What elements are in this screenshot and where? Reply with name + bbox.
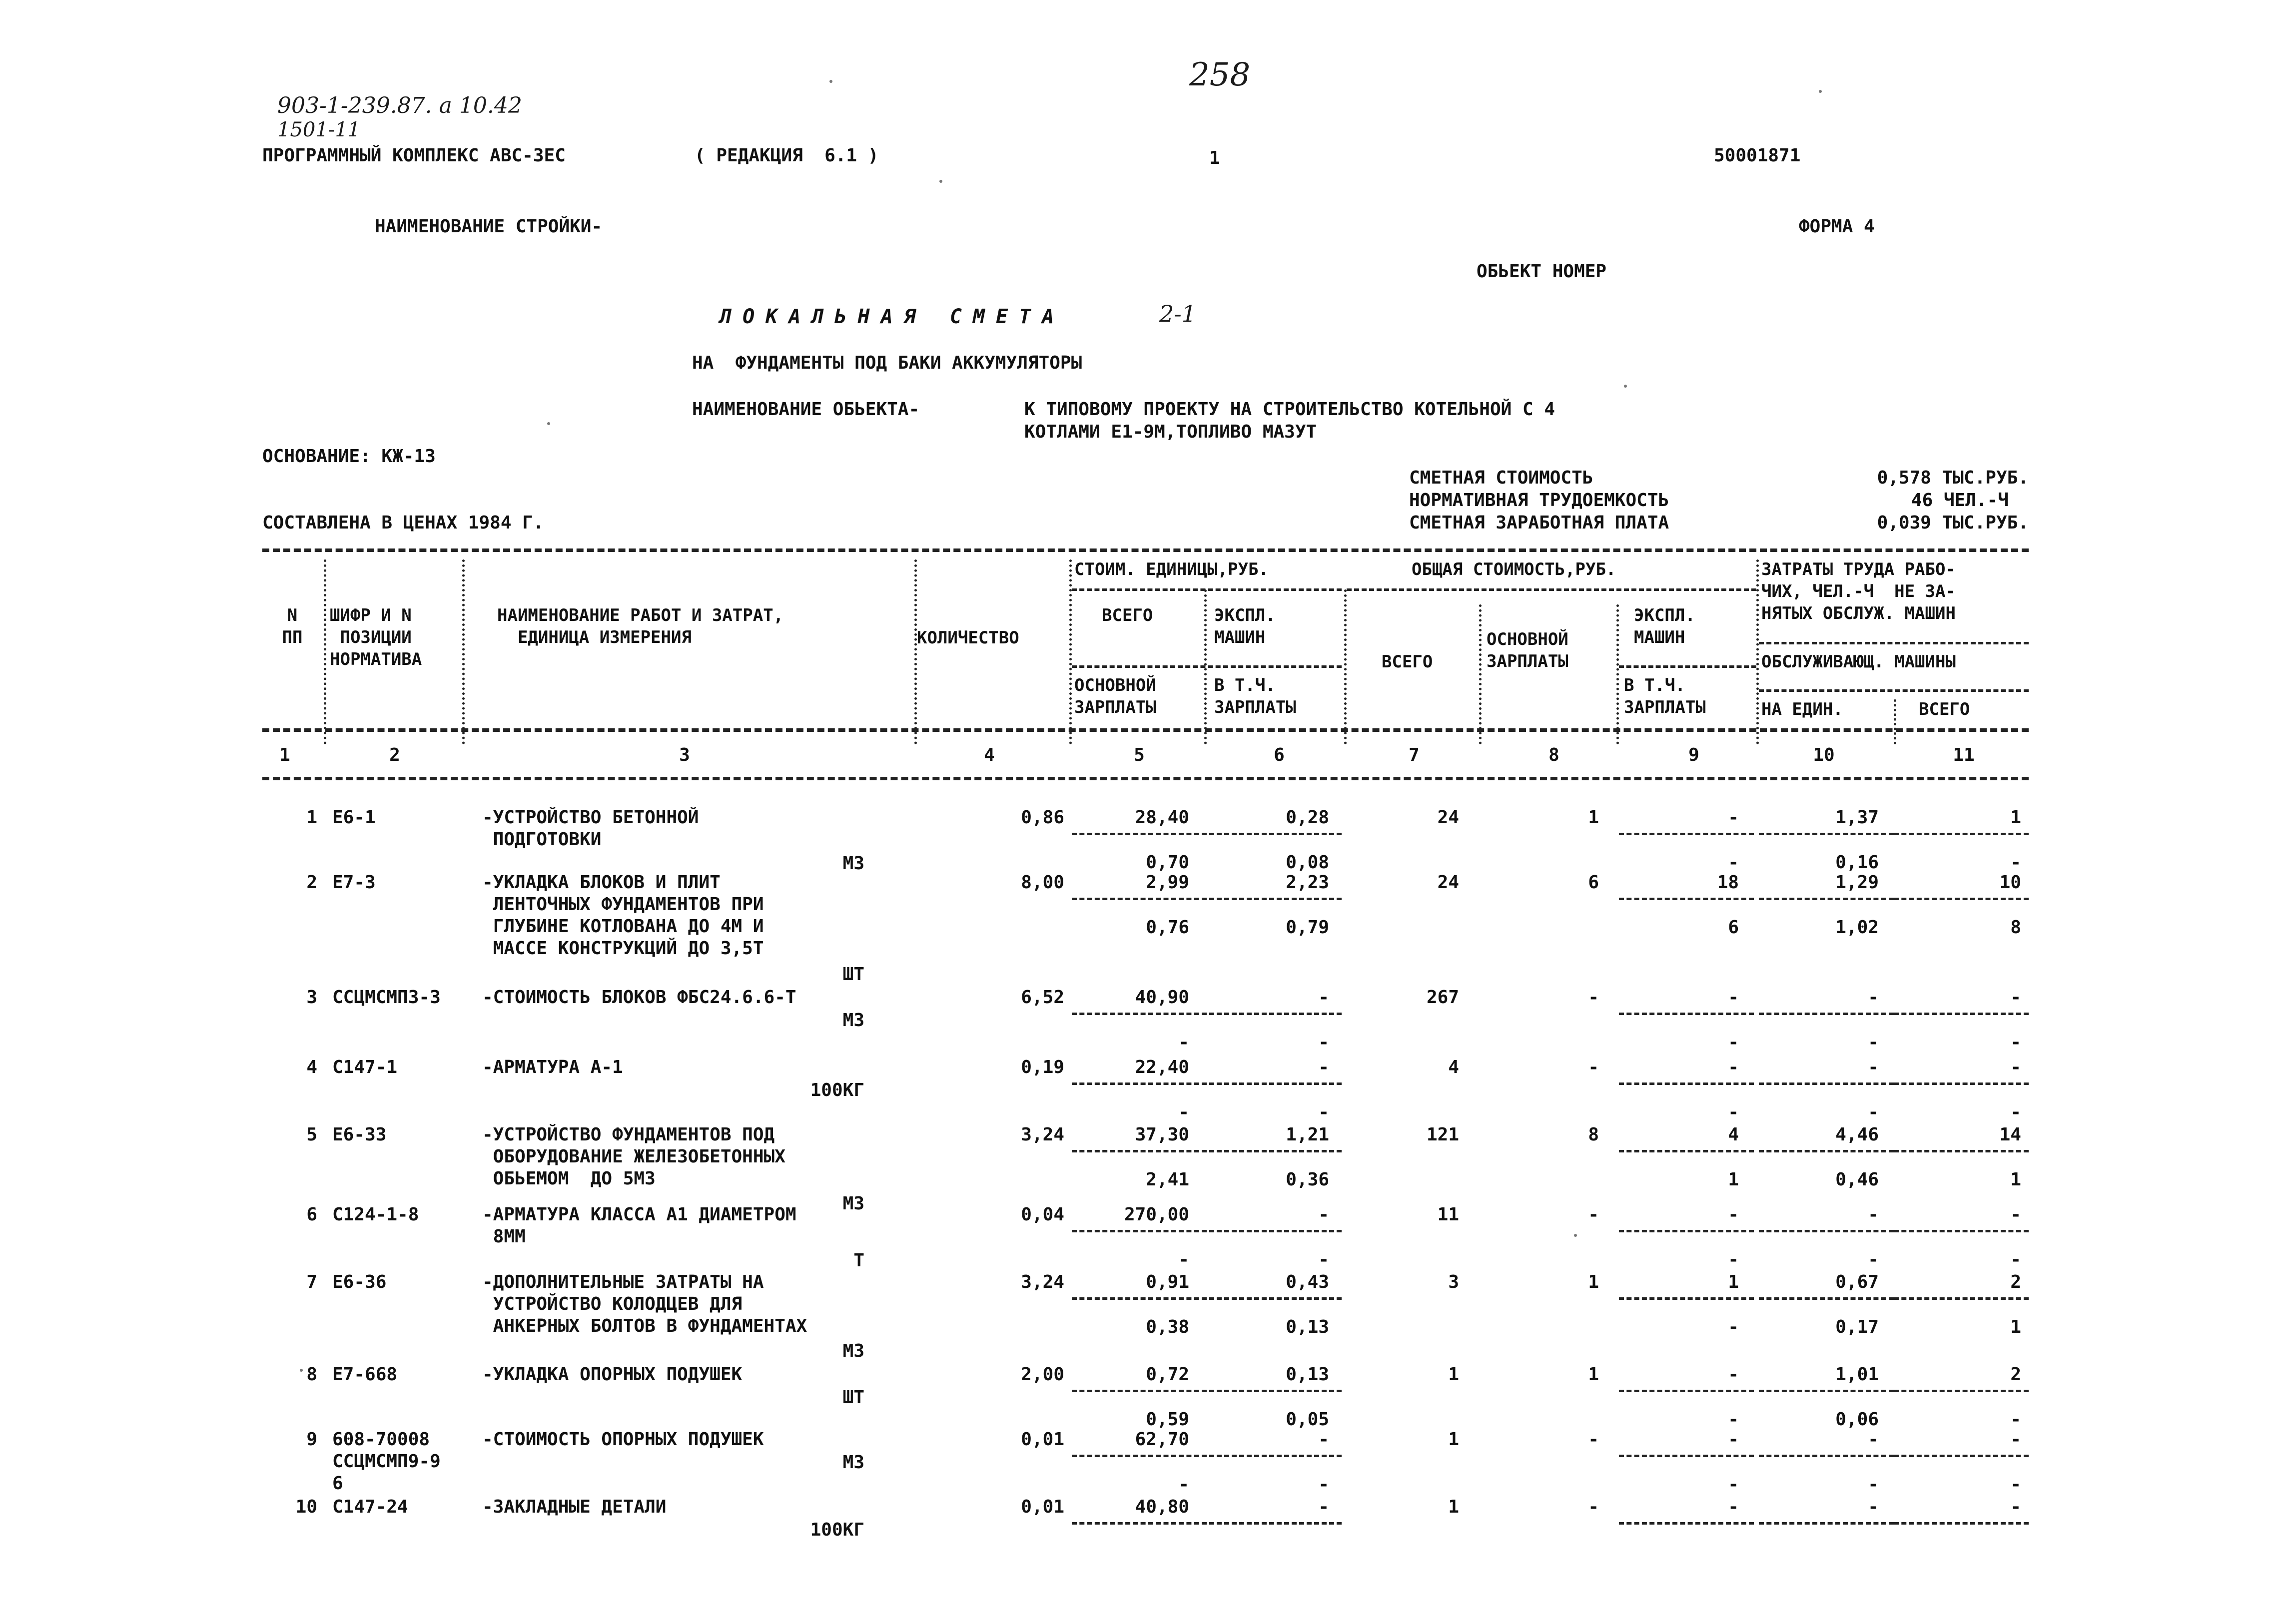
row-c10-top: 0,67 [1835,1272,1879,1292]
cell-divider [1072,1230,1207,1232]
row-c11-top: 2 [2010,1272,2021,1292]
col-header-unit-vtch: В Т.Ч. ЗАРПЛАТЫ [1214,675,1296,717]
scan-speck [1819,90,1822,93]
row-c10-top: - [1868,1057,1879,1078]
cell-divider [1619,1013,1754,1015]
row-c11-top: 10 [1999,872,2021,893]
col-header-unit-osnovnoy: ОСНОВНОЙ ЗАРПЛАТЫ [1074,675,1156,717]
scan-speck [829,80,832,83]
document-number: 50001871 [1714,145,1801,166]
row-c11-top: - [2010,987,2021,1008]
form-label: ФОРМА 4 [1799,216,1875,237]
cell-divider [1894,1230,2029,1232]
cell-divider [1072,1522,1207,1525]
row-c11-top: 2 [2010,1364,2021,1385]
cell-divider [1619,1522,1754,1525]
row-c9-top: 4 [1728,1124,1739,1145]
row-c10-bottom: 0,16 [1835,852,1879,873]
row-c10-bottom: 1,02 [1835,917,1879,938]
row-code: Е6-33 [332,1124,387,1145]
row-c11-bottom: - [2010,1249,2021,1270]
row-c6-top: 0,13 [1286,1364,1329,1385]
row-quantity: 0,01 [1021,1497,1064,1517]
row-c9-top: - [1728,807,1739,828]
cell-divider [1619,1297,1754,1300]
cell-divider [1759,833,1894,835]
row-c11-bottom: - [2010,852,2021,873]
col-header-total-osnovnoy: ОСНОВНОЙ ЗАРПЛАТЫ [1487,629,1568,671]
row-number: 5 [306,1124,317,1145]
scan-speck [939,180,942,183]
row-c5-bottom: 0,76 [1146,917,1189,938]
handwritten-doc-code-2: 1501-11 [277,118,361,141]
row-quantity: 3,24 [1021,1124,1064,1145]
row-number: 3 [306,987,317,1008]
scan-speck [1624,385,1627,388]
row-number: 2 [306,872,317,893]
col-header-name: НАИМЕНОВАНИЕ РАБОТ И ЗАТРАТ, ЕДИНИЦА ИЗМЕРЕНИЯ [497,605,784,647]
row-c9-bottom: - [1728,1409,1739,1430]
row-c8: 6 [1588,872,1599,893]
row-c6-top: 1,21 [1286,1124,1329,1145]
row-c11-bottom: - [2010,1102,2021,1122]
cell-divider [1619,1083,1754,1085]
row-quantity: 0,86 [1021,807,1064,828]
row-c5-top: 0,72 [1146,1364,1189,1385]
labor-mid-rule-2 [1759,689,2029,692]
row-c10-bottom: - [1868,1249,1879,1270]
cell-divider [1619,1150,1754,1152]
cell-divider [1759,898,1894,900]
row-c11-top: - [2010,1497,2021,1517]
col-sep-2 [462,559,465,744]
row-c7: 24 [1437,807,1459,828]
col-header-quantity: КОЛИЧЕСТВО [917,628,1019,648]
col-number: 8 [1548,745,1559,765]
row-c10-bottom: - [1868,1032,1879,1053]
col-header-labor-machines: ОБСЛУЖИВАЮЩ. МАШИНЫ [1761,652,1956,672]
row-c5-top: 22,40 [1135,1057,1189,1078]
cell-divider [1209,1455,1342,1457]
row-c10-bottom: 0,17 [1835,1317,1879,1337]
row-name: -АРМАТУРА А-1 [482,1057,623,1078]
row-name: -УСТРОЙСТВО БЕТОННОЙ ПОДГОТОВКИ [482,807,699,850]
row-c10-bottom: - [1868,1102,1879,1122]
col-header-total-ekspl: ЭКСПЛ. МАШИН [1634,605,1695,647]
row-c5-top: 28,40 [1135,807,1189,828]
row-c9-bottom: - [1728,1249,1739,1270]
col-header-unit-cost: СТОИМ. ЕДИНИЦЫ,РУБ. [1074,559,1269,579]
construction-label: НАИМЕНОВАНИЕ СТРОЙКИ- [375,216,603,237]
cell-divider [1072,898,1207,900]
col-number: 5 [1134,745,1145,765]
table-header-rule [262,728,2029,732]
row-c6-bottom: 0,05 [1286,1409,1329,1430]
row-c8: 1 [1588,1364,1599,1385]
cell-divider [1209,833,1342,835]
program-name: ПРОГРАММНЫЙ КОМПЛЕКС АВС-ЗЕС [262,145,566,166]
cell-divider [1759,1083,1894,1085]
row-c9-bottom: - [1728,1032,1739,1053]
scan-speck [300,1369,303,1372]
scan-speck [547,422,550,425]
row-c9-bottom: - [1728,1317,1739,1337]
row-code: С147-24 [332,1497,408,1517]
cell-divider [1894,1297,2029,1300]
col-number: 4 [984,745,995,765]
row-c8: 8 [1588,1124,1599,1145]
cell-divider [1209,1230,1342,1232]
expl-mid-rule [1619,665,1756,668]
col-header-labor: ЗАТРАТЫ ТРУДА РАБО- ЧИХ, ЧЕЛ.-Ч НЕ ЗА- НЯТЫХ ОБСЛУЖ. МАШИН [1761,559,1956,623]
row-c5-bottom: - [1178,1032,1189,1053]
col-header-unit-ekspl: ЭКСПЛ. МАШИН [1214,605,1276,647]
cell-divider [1209,1297,1342,1300]
row-c11-top: - [2010,1204,2021,1225]
row-c11-bottom: 1 [2010,1317,2021,1337]
row-c9-bottom: - [1728,1102,1739,1122]
labor-mid-rule [1759,642,2029,644]
row-quantity: 0,01 [1021,1429,1064,1450]
row-c7: 1 [1448,1429,1459,1450]
cell-divider [1072,1297,1207,1300]
row-code: Е6-36 [332,1272,387,1292]
row-c11-top: - [2010,1429,2021,1450]
cell-divider [1894,1083,2029,1085]
row-c6-top: - [1318,1497,1329,1517]
row-quantity: 0,04 [1021,1204,1064,1225]
col-header-number: N ПП [282,605,303,647]
row-code: С147-1 [332,1057,398,1078]
row-c5-top: 62,70 [1135,1429,1189,1450]
cell-divider [1619,1390,1754,1392]
cell-divider [1209,1522,1342,1525]
cell-divider [1619,898,1754,900]
row-c8: - [1588,1429,1599,1450]
col-sep-7 [1479,604,1482,744]
col-number: 9 [1688,745,1699,765]
row-c6-top: 0,28 [1286,807,1329,828]
row-c9-top: 18 [1717,872,1739,893]
row-name: -УКЛАДКА БЛОКОВ И ПЛИТ ЛЕНТОЧНЫХ ФУНДАМЕНТОВ ПРИ ГЛУБИНЕ КОТЛОВАНА ДО 4М И МАССЕ КОНСТРУКЦИЙ ДО 3,5Т [482,872,764,959]
row-c6-top: 2,23 [1286,872,1329,893]
col-number: 11 [1953,745,1975,765]
row-c8: - [1588,987,1599,1008]
row-c9-bottom: - [1728,852,1739,873]
row-c5-bottom: 2,41 [1146,1169,1189,1190]
row-name: -УСТРОЙСТВО ФУНДАМЕНТОВ ПОД ОБОРУДОВАНИЕ ЖЕЛЕЗОБЕТОННЫХ ОБЬЕМОМ ДО 5М3 [482,1124,785,1189]
row-unit: М3 [842,853,864,874]
row-c5-bottom: 0,38 [1146,1317,1189,1337]
cell-divider [1209,898,1342,900]
summary-value-cost: 0,578 ТЫС.РУБ. [1877,468,2029,488]
row-c5-top: 37,30 [1135,1124,1189,1145]
row-c8: 1 [1588,1272,1599,1292]
row-c7: 267 [1426,987,1459,1008]
summary-value-labor: 46 ЧЕЛ.-Ч [1911,490,2009,511]
row-c10-top: - [1868,987,1879,1008]
cell-divider [1894,1522,2029,1525]
table-numbers-rule [262,777,2029,780]
cell-divider [1894,898,2029,900]
row-c10-top: - [1868,1204,1879,1225]
summary-value-wages: 0,039 ТЫС.РУБ. [1877,513,2029,533]
col-sep-8 [1616,604,1619,744]
row-name: -СТОИМОСТЬ БЛОКОВ ФБС24.6.6-Т [482,987,796,1008]
table-top-rule [262,548,2029,552]
scan-speck [1574,1234,1577,1237]
col-header-total-all: ВСЕГО [1382,652,1433,672]
row-c8: - [1588,1497,1599,1517]
cell-divider [1072,1390,1207,1392]
row-c8: - [1588,1057,1599,1078]
cell-divider [1072,1455,1207,1457]
basis: ОСНОВАНИЕ: КЖ-13 [262,446,436,467]
row-unit: М3 [842,1341,864,1361]
row-number: 4 [306,1057,317,1078]
row-c10-top: 4,46 [1835,1124,1879,1145]
unit-cost-mid-rule [1072,665,1342,668]
row-name: -ЗАКЛАДНЫЕ ДЕТАЛИ [482,1497,667,1517]
cell-divider [1759,1013,1894,1015]
row-unit: 100КГ [810,1520,864,1540]
row-c11-bottom: - [2010,1032,2021,1053]
row-c11-top: 14 [1999,1124,2021,1145]
col-sep-9 [1756,559,1759,744]
row-c8: 1 [1588,807,1599,828]
row-unit: ШТ [842,1387,864,1408]
cell-divider [1209,1150,1342,1152]
row-c6-top: - [1318,1429,1329,1450]
estimate-subject: НА ФУНДАМЕНТЫ ПОД БАКИ АККУМУЛЯТОРЫ [692,353,1082,373]
row-c9-bottom: 6 [1728,917,1739,938]
row-name: -УКЛАДКА ОПОРНЫХ ПОДУШЕК [482,1364,743,1385]
row-c9-top: - [1728,1057,1739,1078]
row-code: ССЦМСМП3-3 [332,987,441,1008]
row-c5-bottom: - [1178,1249,1189,1270]
row-c6-bottom: 0,08 [1286,852,1329,873]
row-c11-bottom: 8 [2010,917,2021,938]
cell-divider [1894,833,2029,835]
cell-divider [1759,1522,1894,1525]
row-unit: ШТ [842,964,864,985]
row-quantity: 3,24 [1021,1272,1064,1292]
row-c10-top: 1,29 [1835,872,1879,893]
row-c6-top: - [1318,987,1329,1008]
col-number: 1 [279,745,290,765]
row-c5-top: 40,90 [1135,987,1189,1008]
row-unit: 100КГ [810,1080,864,1100]
row-c6-bottom: - [1318,1102,1329,1122]
row-c9-top: - [1728,1429,1739,1450]
row-code: С124-1-8 [332,1204,419,1225]
total-cost-rule [1347,588,1756,591]
row-c9-top: - [1728,1364,1739,1385]
row-unit: М3 [842,1010,864,1031]
row-number: 8 [306,1364,317,1385]
row-quantity: 6,52 [1021,987,1064,1008]
cell-divider [1619,1230,1754,1232]
row-c9-top: - [1728,987,1739,1008]
document-title-number: 2-1 [1159,300,1197,327]
row-c9-top: - [1728,1497,1739,1517]
object-number-label: ОБЬЕКТ НОМЕР [1477,261,1607,282]
col-number: 10 [1813,745,1835,765]
sheet-page: 1 [1209,148,1220,168]
col-sep-6 [1344,589,1347,744]
row-c6-bottom: 0,36 [1286,1169,1329,1190]
summary-label-wages: СМЕТНАЯ ЗАРАБОТНАЯ ПЛАТА [1409,513,1669,533]
row-c5-top: 270,00 [1124,1204,1189,1225]
row-c6-bottom: - [1318,1032,1329,1053]
row-c7: 121 [1426,1124,1459,1145]
row-c8: - [1588,1204,1599,1225]
col-header-labor-per-unit: НА ЕДИН. [1761,699,1843,719]
summary-label-labor: НОРМАТИВНАЯ ТРУДОЕМКОСТЬ [1409,490,1669,511]
cell-divider [1072,1150,1207,1152]
row-c7: 1 [1448,1497,1459,1517]
object-line-1: К ТИПОВОМУ ПРОЕКТУ НА СТРОИТЕЛЬСТВО КОТЕЛЬНОЙ С 4 [1024,399,1555,420]
row-name: -ДОПОЛНИТЕЛЬНЫЕ ЗАТРАТЫ НА УСТРОЙСТВО КОЛОДЦЕВ ДЛЯ АНКЕРНЫХ БОЛТОВ В ФУНДАМЕНТАХ [482,1272,807,1336]
row-c11-bottom: - [2010,1409,2021,1430]
cell-divider [1759,1230,1894,1232]
unit-cost-rule [1072,588,1342,591]
col-sep-1 [324,559,326,744]
handwritten-doc-code: 903-1-239.87. а 10.42 [277,93,522,118]
cell-divider [1894,1455,2029,1457]
row-number: 10 [295,1497,317,1517]
row-c11-top: - [2010,1057,2021,1078]
row-number: 1 [306,807,317,828]
row-c5-bottom: - [1178,1474,1189,1495]
cell-divider [1894,1013,2029,1015]
col-header-unit-total: ВСЕГО [1102,605,1153,625]
row-c10-top: 1,37 [1835,807,1879,828]
row-number: 7 [306,1272,317,1292]
col-header-labor-total: ВСЕГО [1919,699,1970,719]
col-number: 2 [389,745,400,765]
row-c6-bottom: 0,13 [1286,1317,1329,1337]
row-number: 6 [306,1204,317,1225]
row-code: Е7-668 [332,1364,398,1385]
col-sep-10 [1894,699,1896,744]
cell-divider [1619,1455,1754,1457]
row-unit: М3 [842,1452,864,1473]
col-number: 3 [679,745,690,765]
summary-label-cost: СМЕТНАЯ СТОИМОСТЬ [1409,468,1593,488]
row-c9-top: - [1728,1204,1739,1225]
cell-divider [1894,1150,2029,1152]
row-c6-bottom: 0,79 [1286,917,1329,938]
cell-divider [1759,1390,1894,1392]
col-header-total-cost: ОБЩАЯ СТОИМОСТЬ,РУБ. [1412,559,1616,579]
row-c5-bottom: 0,59 [1146,1409,1189,1430]
cell-divider [1072,833,1207,835]
row-c7: 4 [1448,1057,1459,1078]
cell-divider [1894,1390,2029,1392]
row-unit: Т [853,1250,864,1271]
row-c10-top: 1,01 [1835,1364,1879,1385]
row-c9-bottom: - [1728,1474,1739,1495]
row-c5-bottom: - [1178,1102,1189,1122]
row-number: 9 [306,1429,317,1450]
row-c10-bottom: 0,06 [1835,1409,1879,1430]
handwritten-page-number: 258 [1189,56,1251,93]
cell-divider [1619,833,1754,835]
cell-divider [1209,1083,1342,1085]
row-c7: 24 [1437,872,1459,893]
cell-divider [1072,1013,1207,1015]
row-c7: 11 [1437,1204,1459,1225]
object-label: НАИМЕНОВАНИЕ ОБЬЕКТА- [692,399,920,420]
col-sep-4 [1069,559,1072,744]
cell-divider [1209,1390,1342,1392]
row-c7: 1 [1448,1364,1459,1385]
row-c6-bottom: - [1318,1474,1329,1495]
row-code: 608-70008 ССЦМСМП9-9 6 [332,1429,441,1494]
row-c5-top: 0,91 [1146,1272,1189,1292]
row-c6-top: - [1318,1057,1329,1078]
row-c9-bottom: 1 [1728,1169,1739,1190]
row-unit: М3 [842,1193,864,1214]
row-c10-bottom: 0,46 [1835,1169,1879,1190]
col-header-code: ШИФР И N ПОЗИЦИИ НОРМАТИВА [330,605,422,669]
row-c10-top: - [1868,1497,1879,1517]
col-number: 6 [1274,745,1285,765]
row-c5-top: 2,99 [1146,872,1189,893]
cell-divider [1209,1013,1342,1015]
row-name: -СТОИМОСТЬ ОПОРНЫХ ПОДУШЕК [482,1429,764,1450]
row-c7: 3 [1448,1272,1459,1292]
col-number: 7 [1409,745,1420,765]
row-quantity: 0,19 [1021,1057,1064,1078]
row-c11-bottom: - [2010,1474,2021,1495]
row-name: -АРМАТУРА КЛАССА А1 ДИАМЕТРОМ 8ММ [482,1204,796,1247]
row-c11-top: 1 [2010,807,2021,828]
row-c9-top: 1 [1728,1272,1739,1292]
row-c6-top: - [1318,1204,1329,1225]
row-c5-bottom: 0,70 [1146,852,1189,873]
row-c11-bottom: 1 [2010,1169,2021,1190]
cell-divider [1759,1455,1894,1457]
cell-divider [1072,1083,1207,1085]
document-title: ЛОКАЛЬНАЯ СМЕТА [720,305,1065,328]
row-c6-top: 0,43 [1286,1272,1329,1292]
row-c5-top: 40,80 [1135,1497,1189,1517]
row-quantity: 2,00 [1021,1364,1064,1385]
row-code: Е6-1 [332,807,376,828]
row-c10-top: - [1868,1429,1879,1450]
program-edition: ( РЕДАКЦИЯ 6.1 ) [695,145,879,166]
prices-basis: СОСТАВЛЕНА В ЦЕНАХ 1984 Г. [262,513,544,533]
object-line-2: КОТЛАМИ Е1-9М,ТОПЛИВО МАЗУТ [1024,422,1317,442]
row-code: Е7-3 [332,872,376,893]
row-c6-bottom: - [1318,1249,1329,1270]
cell-divider [1759,1150,1894,1152]
cell-divider [1759,1297,1894,1300]
col-header-total-vtch: В Т.Ч. ЗАРПЛАТЫ [1624,675,1706,717]
row-c10-bottom: - [1868,1474,1879,1495]
row-quantity: 8,00 [1021,872,1064,893]
col-sep-3 [914,559,917,744]
